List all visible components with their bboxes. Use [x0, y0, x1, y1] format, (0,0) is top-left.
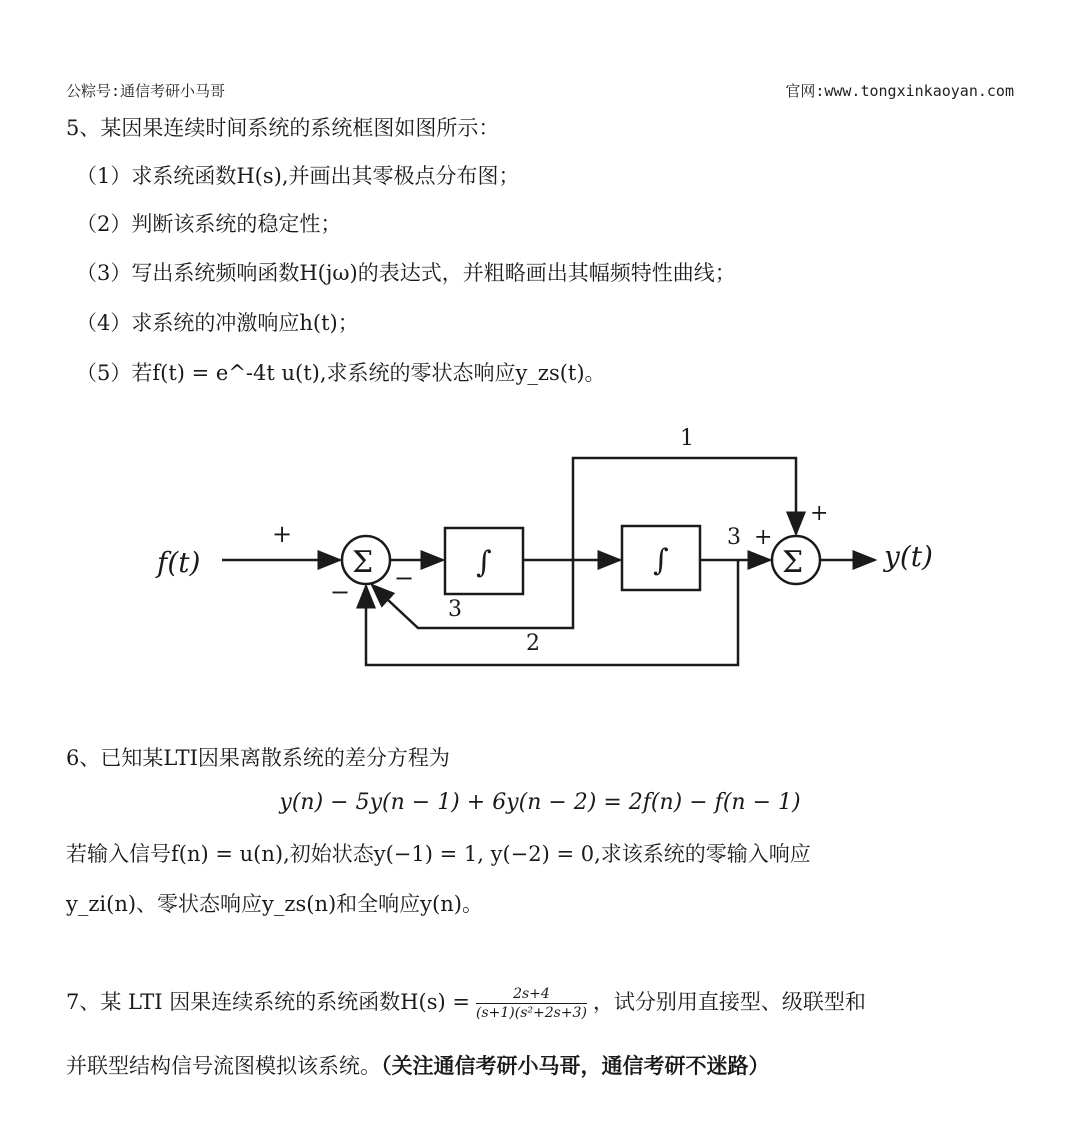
q5-item-1: （1）求系统函数H(s),并画出其零极点分布图； — [76, 164, 520, 188]
sum1-minus-sign-right: − — [394, 564, 415, 592]
summer-2-symbol: Σ — [782, 545, 804, 580]
q5-title: 5、某因果连续时间系统的系统框图如图所示： — [66, 116, 500, 140]
integrator-1-symbol: ∫ — [476, 545, 492, 580]
gain-label-3-feedback: 3 — [448, 597, 462, 622]
gain-label-2-feedback: 2 — [526, 631, 540, 656]
q6-title: 6、已知某LTI因果离散系统的差分方程为 — [66, 746, 450, 770]
summer-1-symbol: Σ — [352, 545, 374, 580]
output-label: y(t) — [884, 540, 933, 573]
input-label: f(t) — [157, 546, 201, 579]
q7-prefix: 7、某 LTI 因果连续系统的系统函数H(s) = — [66, 990, 470, 1014]
q7-denominator: (s+1)(s²+2s+3) — [476, 1005, 587, 1021]
sum1-plus-sign: + — [272, 520, 293, 548]
sum2-plus-sign-left: + — [754, 525, 773, 550]
q7-line-1 — [66, 985, 866, 1022]
q5-item-3: （3）写出系统频响函数H(jω)的表达式，并粗略画出其幅频特性曲线； — [76, 261, 736, 285]
q6-line-2: y_zi(n)、零状态响应y_zs(n)和全响应y(n)。 — [66, 892, 483, 916]
q5-item-4: （4）求系统的冲激响应h(t)； — [76, 311, 359, 335]
q5-item-5: （5）若f(t) = e^-4t u(t),求系统的零状态响应y_zs(t)。 — [76, 361, 606, 385]
q5-item-2: （2）判断该系统的稳定性； — [76, 212, 342, 236]
q7-note: （关注通信考研小马哥，通信考研不迷路） — [381, 1053, 770, 1078]
q7-fraction — [476, 985, 587, 1022]
q7-numerator: 2s+4 — [476, 985, 587, 1004]
gain-label-3-forward: 3 — [727, 525, 741, 550]
q7-line-2-text: 并联型结构信号流图模拟该系统。 — [66, 1054, 381, 1078]
integrator-2-symbol: ∫ — [653, 543, 669, 578]
q7-line-2 — [66, 1050, 770, 1080]
q6-line-1: 若输入信号f(n) = u(n),初始状态y(−1) = 1, y(−2) = 0,求该系统的零输入响应 — [66, 842, 811, 866]
q6-difference-equation: y(n) − 5y(n − 1) + 6y(n − 2) = 2f(n) − f(n − 1) — [279, 790, 801, 815]
sum2-plus-sign-top: + — [810, 501, 829, 526]
header-left-text: 公粽号:通信考研小马哥 — [66, 82, 226, 100]
q7-suffix: ，试分别用直接型、级联型和 — [592, 990, 866, 1014]
sum1-minus-sign-left: − — [330, 578, 351, 606]
header-right-website: 官网:www.tongxinkaoyan.com — [785, 82, 1014, 100]
gain-label-1: 1 — [680, 426, 694, 451]
feedback-path-2 — [366, 560, 738, 665]
